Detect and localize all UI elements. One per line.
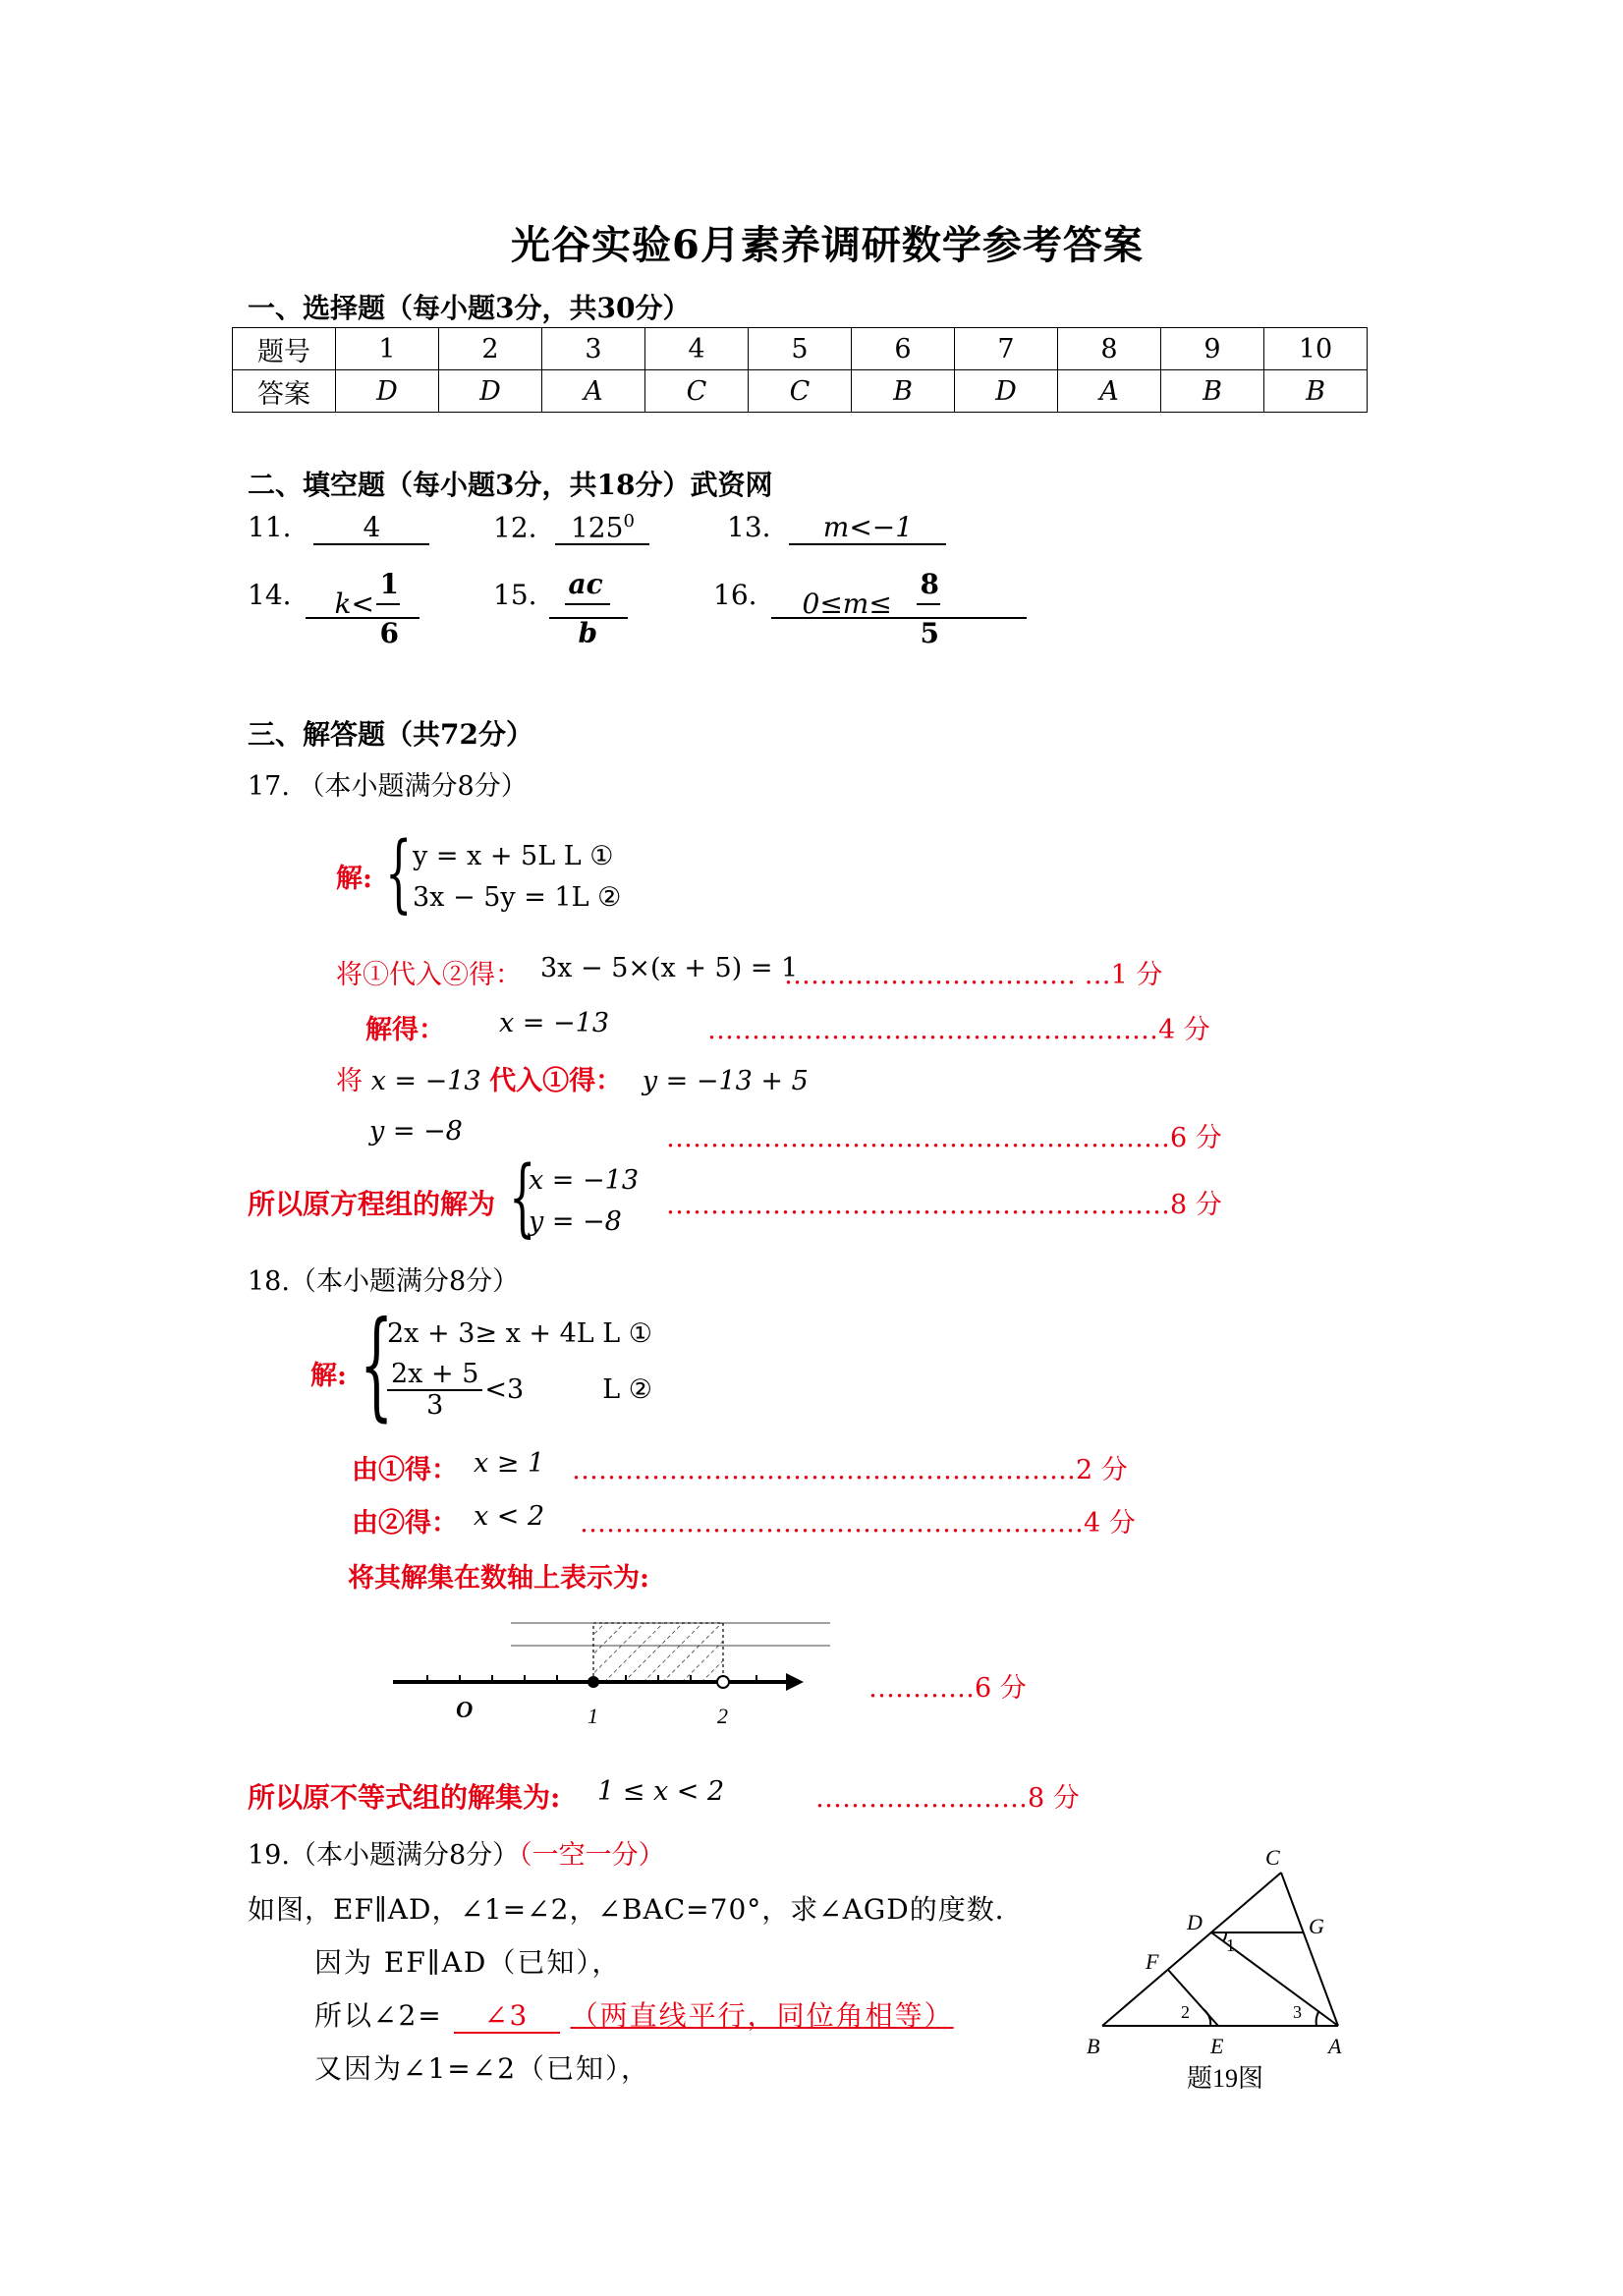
q17-step2-dots: ……………………………………………4 分	[707, 1015, 1210, 1045]
q19-title-note: （一空一分）	[519, 1840, 665, 1871]
q17-step3-label-a: 将	[336, 1066, 363, 1096]
segment-BC	[1102, 1873, 1281, 2026]
q18-step1-expr: x ≥ 1	[474, 1448, 545, 1479]
q19-title-text: 19.（本小题满分8分）	[248, 1840, 520, 1871]
q16-answer	[771, 568, 1027, 649]
q18-eq2-denominator: 3	[426, 1389, 444, 1421]
q18-eq2-rest: <3	[484, 1374, 525, 1406]
table-cell: B	[1264, 370, 1368, 413]
segment-CA	[1281, 1873, 1338, 2026]
q17-title: 17. （本小题满分8分）	[248, 771, 528, 802]
open-point-2	[717, 1676, 729, 1688]
q18-brace: {	[360, 1297, 394, 1433]
q18-jie: 解:	[310, 1361, 347, 1391]
q17-step3-label-b: 代入①得：	[489, 1066, 623, 1096]
label-E: E	[1210, 2034, 1224, 2058]
q17-step1-expr: 3x − 5×(x + 5) = 1	[540, 953, 799, 983]
q11-number: 11.	[248, 511, 292, 543]
segment-FE	[1168, 1970, 1218, 2026]
table-cell: A	[542, 370, 645, 413]
q15	[493, 568, 628, 649]
q18-eq2-tail: L ②	[602, 1374, 652, 1406]
table-cell: C	[749, 370, 852, 413]
q17-step2-label: 解得：	[365, 1015, 445, 1045]
q13-answer: m<−1	[789, 511, 946, 545]
q15-answer	[549, 568, 628, 649]
label-2: 2	[1181, 2002, 1190, 2022]
q19-line2	[314, 1994, 954, 2034]
q12	[493, 511, 649, 545]
q17-conclusion-label: 所以原方程组的解为	[248, 1188, 496, 1220]
q19-line2-blank: ∠3	[454, 1999, 560, 2034]
q18-eq1: 2x + 3≥ x + 4L L ①	[387, 1318, 652, 1349]
q16-prefix: 0≤m≤	[802, 588, 892, 620]
q17-conclusion-eq1: x = −13	[529, 1165, 639, 1196]
q19-line3: 又因为∠1=∠2（已知），	[314, 2052, 651, 2085]
table-cell: 7	[955, 328, 1058, 370]
q19-line2-reason: （两直线平行，同位角相等）	[570, 1999, 954, 2032]
angle3-arc	[1316, 2012, 1318, 2026]
filled-point-1	[588, 1676, 599, 1688]
table-cell: D	[336, 370, 439, 413]
table-header-cell: 答案	[233, 370, 336, 413]
axis-label-origin: O	[456, 1698, 474, 1723]
table-cell: A	[1058, 370, 1161, 413]
q17-conclusion-eq2: y = −8	[529, 1206, 622, 1237]
q17-conclusion-dots: …………………………………………………8 分	[666, 1190, 1222, 1220]
q19-triangle-figure	[1071, 1835, 1366, 2110]
q18-eq2-fraction	[387, 1360, 482, 1420]
table-cell: B	[1161, 370, 1264, 413]
q15-frac-bar	[565, 603, 610, 605]
q17-step1-label: 将①代入②得：	[336, 960, 522, 990]
q19-line2-prefix: 所以∠2=	[314, 1999, 443, 2032]
q15-numerator: ac	[568, 568, 603, 600]
q15-number: 15.	[493, 578, 537, 611]
q18-eq2-numerator: 2x + 5	[387, 1360, 482, 1391]
table-cell: 6	[852, 328, 955, 370]
q17-brace: {	[385, 824, 413, 923]
q18-eq2	[387, 1360, 652, 1420]
table-row-numbers	[233, 328, 1368, 370]
axis-label-2: 2	[717, 1704, 728, 1728]
q19-line1: 因为 EF∥AD（已知），	[314, 1946, 622, 1979]
axis-arrow-icon	[786, 1673, 804, 1691]
q17-eq2: 3x − 5y = 1L ②	[413, 882, 622, 913]
axis-label-1: 1	[588, 1704, 598, 1728]
table-cell: 4	[645, 328, 749, 370]
q14	[248, 568, 420, 649]
table-cell: C	[645, 370, 749, 413]
label-D: D	[1187, 1910, 1203, 1934]
table-cell: D	[955, 370, 1058, 413]
q19-problem: 如图，EF∥AD，∠1=∠2，∠BAC=70°，求∠AGD的度数．	[248, 1893, 1024, 1926]
q16-number: 16.	[713, 578, 757, 611]
q16	[713, 568, 1027, 649]
q13	[727, 511, 946, 545]
q14-denominator: 6	[379, 617, 400, 649]
table-cell: 5	[749, 328, 852, 370]
q12-answer: 125	[570, 511, 624, 544]
q14-numerator: 1	[379, 568, 400, 600]
q18-conclusion-dots: ……………………8 分	[815, 1783, 1080, 1814]
q17-step3	[336, 1059, 809, 1097]
section1-heading: 一、选择题（每小题3分，共30分）	[248, 292, 691, 324]
q18-conclusion-expr: 1 ≤ x < 2	[597, 1776, 725, 1807]
q16-frac-bar	[917, 603, 940, 605]
label-F: F	[1146, 1949, 1159, 1974]
table-cell: 3	[542, 328, 645, 370]
q17-step1-dots: …………………………… …1 分	[784, 960, 1163, 990]
q17-step4-expr: y = −8	[369, 1116, 463, 1147]
figure-caption: 题19图	[1187, 2064, 1264, 2093]
q13-number: 13.	[727, 511, 771, 543]
label-1: 1	[1226, 1935, 1235, 1955]
number-line-figure	[373, 1601, 845, 1739]
q17-step3-expr: y = −13 + 5	[642, 1066, 809, 1096]
q18-step2-label: 由②得：	[352, 1508, 458, 1539]
q14-number: 14.	[248, 578, 292, 611]
table-cell: 9	[1161, 328, 1264, 370]
q18-step2-expr: x < 2	[474, 1501, 545, 1532]
q18-title: 18.（本小题满分8分）	[248, 1266, 520, 1297]
q15-denominator: b	[578, 617, 598, 649]
q11-answer: 4	[313, 511, 429, 545]
q17-eq1: y = x + 5L L ①	[413, 841, 614, 871]
q18-step3-label: 将其解集在数轴上表示为:	[348, 1563, 649, 1594]
q17-conclusion-brace: {	[509, 1148, 536, 1247]
table-cell: D	[439, 370, 542, 413]
label-B: B	[1087, 2034, 1100, 2058]
section2-heading	[248, 464, 772, 503]
q18-step1-label: 由①得：	[352, 1455, 458, 1485]
answer-table	[232, 327, 1368, 413]
label-G: G	[1309, 1914, 1324, 1938]
label-3: 3	[1293, 2002, 1302, 2022]
page-title: 光谷实验6月素养调研数学参考答案	[511, 222, 1144, 268]
q12-number: 12.	[493, 511, 537, 544]
label-C: C	[1265, 1845, 1280, 1870]
q11	[248, 511, 429, 545]
q19-title	[248, 1833, 665, 1872]
q14-answer	[306, 568, 420, 649]
label-A: A	[1328, 2034, 1342, 2058]
table-header-cell: 题号	[233, 328, 336, 370]
q17-step4-dots: …………………………………………………6 分	[666, 1123, 1222, 1153]
table-cell: 10	[1264, 328, 1368, 370]
table-cell: B	[852, 370, 955, 413]
table-row-answers	[233, 370, 1368, 413]
q17-jie: 解:	[336, 864, 372, 894]
solution-hatched-region	[593, 1623, 723, 1682]
table-cell: 8	[1058, 328, 1161, 370]
table-cell: 2	[439, 328, 542, 370]
table-cell: 1	[336, 328, 439, 370]
q14-frac-bar	[376, 603, 400, 605]
q16-numerator: 8	[920, 568, 940, 600]
q14-prefix: k<	[334, 588, 374, 620]
q18-step1-dots: …………………………………………………2 分	[572, 1455, 1128, 1485]
q18-axis-dots: …………6 分	[868, 1673, 1027, 1704]
section3-heading: 三、解答题（共72分）	[248, 718, 533, 751]
q12-answer-sup: 0	[623, 511, 635, 532]
q17-step2-expr: x = −13	[499, 1008, 609, 1038]
section2-heading-text: 二、填空题（每小题3分，共18分）武资网	[248, 469, 773, 501]
q16-denominator: 5	[920, 617, 940, 649]
q12-answer-wrap	[555, 511, 649, 545]
q17-step3-x: x = −13	[370, 1066, 481, 1096]
q18-step2-dots: …………………………………………………4 分	[580, 1508, 1136, 1539]
q18-conclusion-label: 所以原不等式组的解集为:	[248, 1781, 561, 1814]
